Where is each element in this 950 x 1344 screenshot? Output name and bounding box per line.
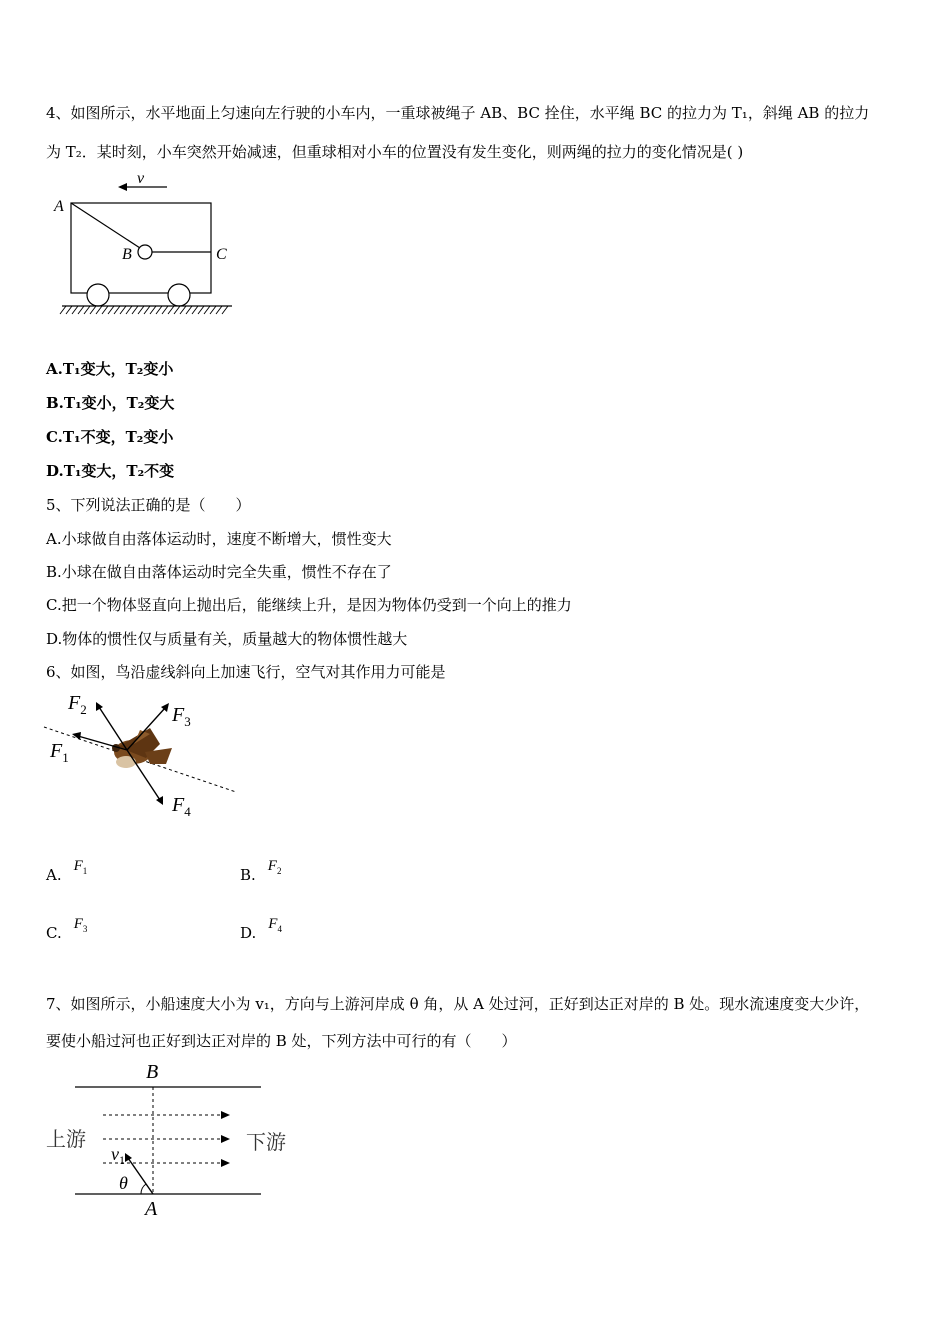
f1-label: $F_1$ [50,740,69,765]
f2-label: $F_2$ [68,692,87,717]
q5-stem: 5、下列说法正确的是（ ） [46,496,251,514]
q4-option-a: A.T₁变大，T₂变小 [46,360,174,378]
f4-label: $F_4$ [172,794,191,819]
q7-stem-line2: 要使小船过河也正好到达正对岸的 B 处，下列方法中可行的有（ ） [46,1032,517,1050]
q5-option-c: C.把一个物体竖直向上抛出后，能继续上升，是因为物体仍受到一个向上的推力 [46,596,572,614]
point-a-label: A [54,198,64,215]
option-letter: C. [46,924,62,942]
velocity-label: $v_1$ [111,1144,125,1167]
option-symbol: $F_4$ [268,916,282,934]
point-a-label: A [145,1198,158,1220]
option-letter: B. [240,866,256,884]
q5-option-a: A.小球做自由落体运动时，速度不断增大，惯性变大 [46,530,392,548]
current-arrowheads [221,1111,230,1167]
option-symbol: $F_1$ [73,858,88,876]
q4-stem-line2: 为 T₂．某时刻，小车突然开始减速，但重球相对小车的位置没有发生变化，则两绳的拉力的变化情况是( ) [46,143,744,161]
option-letter: D. [240,924,257,942]
option-symbol: $F_3$ [73,916,88,934]
point-c-label: C [216,246,227,263]
theta-arc [141,1184,146,1194]
q4-option-c: C.T₁不变，T₂变小 [46,428,174,446]
q5-option-b: B.小球在做自由落体运动时完全失重，惯性不存在了 [46,563,392,581]
f3-label: $F_3$ [172,704,191,729]
theta-label: θ [119,1173,128,1193]
velocity-label: v [137,170,145,187]
q4-option-b: B.T₁变小，T₂变大 [46,394,175,412]
q5-option-d: D.物体的惯性仅与质量有关，质量越大的物体惯性越大 [46,630,408,648]
point-b-label: B [122,246,132,263]
q4-option-d: D.T₁变大，T₂不变 [46,462,175,480]
q7-stem-line1: 7、如图所示，小船速度大小为 v₁，方向与上游河岸成 θ 角，从 A 处过河，正好到达正对岸的 B 处。现水流速度变大少许， [46,995,870,1013]
option-symbol: $F_2$ [267,858,282,876]
q6-stem: 6、如图，鸟沿虚线斜向上加速飞行，空气对其作用力可能是 [46,663,446,681]
q4-stem-line1: 4、如图所示，水平地面上匀速向左行驶的小车内，一重球被绳子 AB、BC 拴住，水平绳 BC 的拉力为 T₁，斜绳 AB 的拉力 [46,104,870,122]
downstream-label: 下游 [246,1132,286,1154]
point-b-label: B [146,1061,159,1083]
boat-velocity-arrow [125,1153,153,1194]
upstream-label: 上游 [46,1129,86,1151]
option-letter: A. [46,866,62,884]
